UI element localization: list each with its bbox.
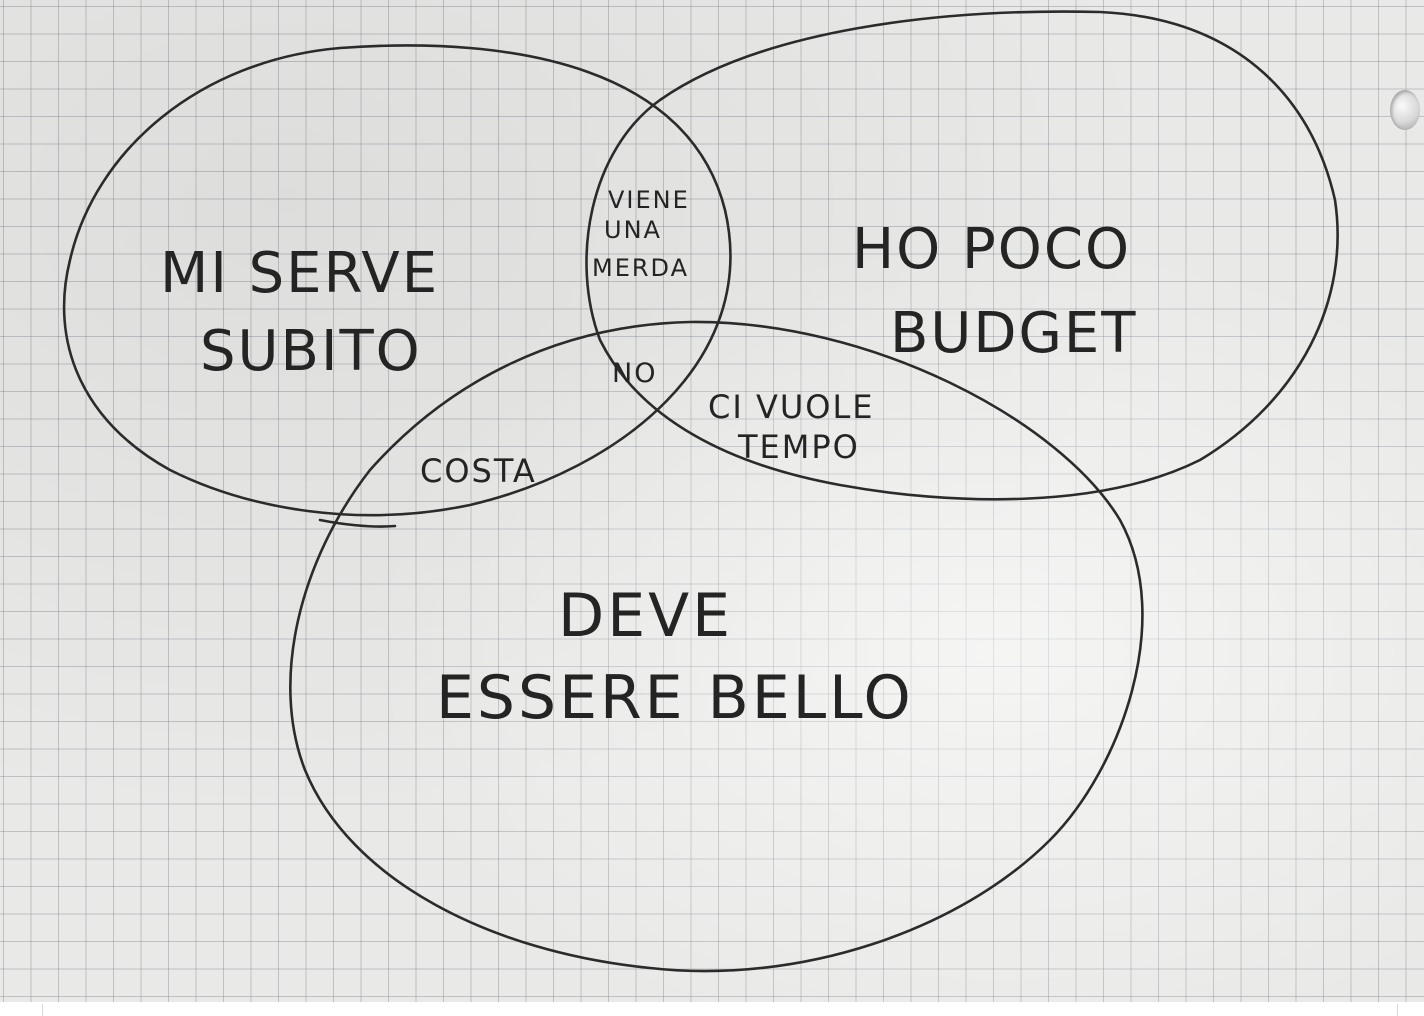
bottom-set-label-line1: DEVE bbox=[558, 581, 734, 651]
intersection-left-right-line3: MERDA bbox=[592, 254, 690, 282]
left-set-label-line2: SUBITO bbox=[200, 319, 422, 384]
bottom-set-label-line2: ESSERE BELLO bbox=[436, 663, 914, 733]
strip-divider-left bbox=[42, 1004, 43, 1016]
right-set-label-line1: HO POCO bbox=[852, 217, 1132, 282]
left-set-label-line1: MI SERVE bbox=[160, 241, 440, 306]
right-set-label-line2: BUDGET bbox=[890, 301, 1138, 366]
bottom-white-strip bbox=[0, 1002, 1424, 1016]
intersection-left-bottom-label: COSTA bbox=[420, 452, 537, 490]
strip-divider-right bbox=[1397, 1004, 1398, 1016]
intersection-left-right-line2: UNA bbox=[604, 216, 662, 244]
intersection-left-right-line1: VIENE bbox=[608, 186, 690, 214]
intersection-center-label: NO bbox=[612, 358, 658, 389]
intersection-right-bottom-line2: TEMPO bbox=[738, 428, 860, 466]
intersection-right-bottom-line1: CI VUOLE bbox=[708, 388, 875, 426]
